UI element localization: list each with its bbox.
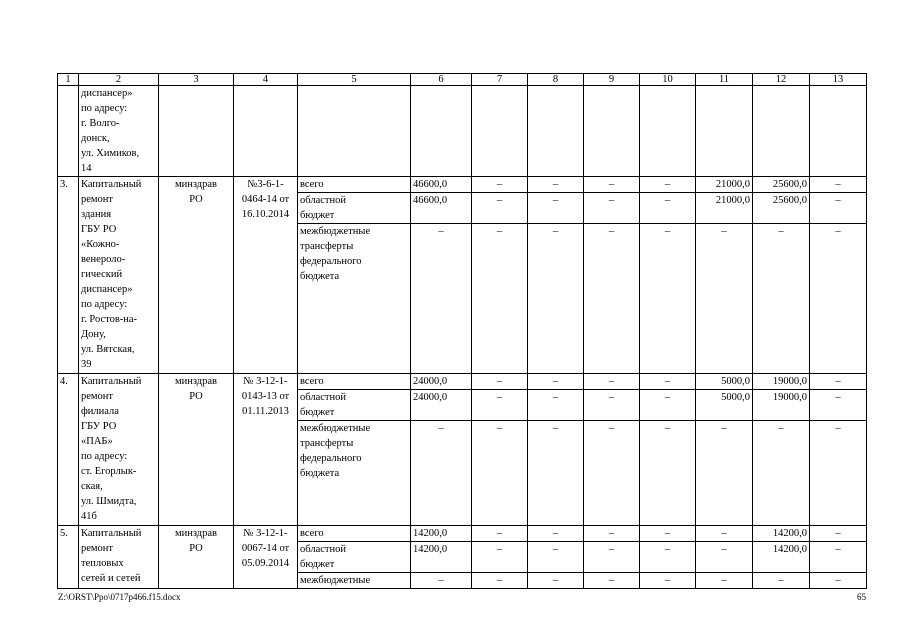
amount-cell: –: [472, 421, 528, 526]
document-cell: № 3-12-1- 0143-13 от 01.11.2013: [234, 374, 298, 526]
amount-cell: 14200,0: [753, 526, 810, 542]
amount-cell: 19000,0: [753, 374, 810, 390]
funding-source-label: областной бюджет: [298, 390, 411, 421]
amount-cell: 14200,0: [411, 542, 472, 573]
amount-cell: –: [753, 224, 810, 374]
empty-cell: [58, 86, 79, 177]
amount-cell: –: [411, 224, 472, 374]
empty-cell: [411, 86, 472, 177]
amount-cell: –: [528, 421, 584, 526]
amount-cell: –: [810, 542, 867, 573]
amount-cell: –: [640, 390, 696, 421]
amount-cell: 25600,0: [753, 193, 810, 224]
funding-source-label: всего: [298, 526, 411, 542]
amount-cell: –: [696, 224, 753, 374]
amount-cell: 24000,0: [411, 374, 472, 390]
amount-cell: –: [528, 177, 584, 193]
empty-cell: [234, 86, 298, 177]
amount-cell: –: [472, 374, 528, 390]
funding-subrow: [58, 177, 867, 193]
amount-cell: –: [584, 390, 640, 421]
amount-cell: 21000,0: [696, 193, 753, 224]
column-number: 3: [159, 74, 234, 86]
continued-row: [58, 86, 867, 177]
amount-cell: –: [472, 193, 528, 224]
amount-cell: –: [584, 177, 640, 193]
column-number: 9: [584, 74, 640, 86]
empty-cell: [298, 86, 411, 177]
amount-cell: –: [810, 573, 867, 589]
amount-cell: –: [584, 573, 640, 589]
amount-cell: –: [528, 573, 584, 589]
amount-cell: –: [584, 224, 640, 374]
amount-cell: –: [696, 421, 753, 526]
amount-cell: –: [753, 421, 810, 526]
organization-cell: минздрав РО: [159, 177, 234, 374]
funding-source-label: всего: [298, 374, 411, 390]
column-number-row: [58, 74, 867, 86]
amount-cell: –: [810, 193, 867, 224]
amount-cell: 5000,0: [696, 374, 753, 390]
column-number: 11: [696, 74, 753, 86]
funding-source-label: всего: [298, 177, 411, 193]
amount-cell: –: [696, 573, 753, 589]
amount-cell: –: [810, 374, 867, 390]
empty-cell: [640, 86, 696, 177]
amount-cell: 25600,0: [753, 177, 810, 193]
object-name-cell: диспансер» по адресу: г. Волго- донск, ул. Химиков, 14: [79, 86, 159, 177]
amount-cell: –: [640, 542, 696, 573]
column-number: 13: [810, 74, 867, 86]
column-number: 1: [58, 74, 79, 86]
empty-cell: [472, 86, 528, 177]
row-number: 5.: [58, 526, 79, 589]
amount-cell: 24000,0: [411, 390, 472, 421]
amount-cell: –: [810, 224, 867, 374]
funding-source-label: областной бюджет: [298, 542, 411, 573]
amount-cell: –: [810, 390, 867, 421]
amount-cell: –: [528, 526, 584, 542]
amount-cell: –: [640, 573, 696, 589]
amount-cell: –: [584, 526, 640, 542]
amount-cell: –: [528, 193, 584, 224]
amount-cell: –: [810, 421, 867, 526]
amount-cell: –: [472, 573, 528, 589]
funding-source-label: межбюджетные трансферты федерального бюджета: [298, 421, 411, 526]
empty-cell: [584, 86, 640, 177]
amount-cell: –: [640, 421, 696, 526]
amount-cell: –: [640, 374, 696, 390]
column-number: 2: [79, 74, 159, 86]
amount-cell: –: [640, 526, 696, 542]
amount-cell: 21000,0: [696, 177, 753, 193]
amount-cell: 14200,0: [753, 542, 810, 573]
row-number: 4.: [58, 374, 79, 526]
empty-cell: [753, 86, 810, 177]
funding-source-label: межбюджетные: [298, 573, 411, 589]
column-number: 4: [234, 74, 298, 86]
amount-cell: –: [584, 421, 640, 526]
amount-cell: –: [584, 542, 640, 573]
amount-cell: –: [528, 542, 584, 573]
amount-cell: –: [584, 374, 640, 390]
footer-file-path: Z:\ORST\Ppo\0717p466.f15.docx: [58, 592, 181, 602]
funding-subrow: [58, 374, 867, 390]
amount-cell: –: [753, 573, 810, 589]
funding-source-label: областной бюджет: [298, 193, 411, 224]
document-cell: №3-6-1- 0464-14 от 16.10.2014: [234, 177, 298, 374]
amount-cell: –: [472, 177, 528, 193]
amount-cell: 19000,0: [753, 390, 810, 421]
amount-cell: –: [472, 224, 528, 374]
amount-cell: –: [411, 421, 472, 526]
object-name-cell: Капитальный ремонт здания ГБУ РО «Кожно- венероло- гический диспансер» по адресу: г. Ростов-на- Дону, ул. Вятская, 39: [79, 177, 159, 374]
column-number: 7: [472, 74, 528, 86]
organization-cell: минздрав РО: [159, 526, 234, 589]
amount-cell: –: [584, 193, 640, 224]
organization-cell: минздрав РО: [159, 374, 234, 526]
funding-source-label: межбюджетные трансферты федерального бюджета: [298, 224, 411, 374]
amount-cell: –: [696, 526, 753, 542]
object-name-cell: Капитальный ремонт филиала ГБУ РО «ПАБ» по адресу: ст. Егорлык- ская, ул. Шмидта, 41б: [79, 374, 159, 526]
amount-cell: –: [640, 224, 696, 374]
amount-cell: –: [640, 193, 696, 224]
empty-cell: [528, 86, 584, 177]
amount-cell: 46600,0: [411, 177, 472, 193]
column-number: 10: [640, 74, 696, 86]
amount-cell: –: [528, 224, 584, 374]
amount-cell: –: [528, 374, 584, 390]
amount-cell: –: [640, 177, 696, 193]
page-number: 65: [857, 592, 866, 602]
empty-cell: [159, 86, 234, 177]
column-number: 6: [411, 74, 472, 86]
amount-cell: –: [810, 526, 867, 542]
object-name-cell: Капитальный ремонт тепловых сетей и сетей: [79, 526, 159, 589]
row-number: 3.: [58, 177, 79, 374]
amount-cell: –: [528, 390, 584, 421]
column-number: 8: [528, 74, 584, 86]
column-number: 12: [753, 74, 810, 86]
amount-cell: 46600,0: [411, 193, 472, 224]
empty-cell: [810, 86, 867, 177]
document-cell: № 3-12-1- 0067-14 от 05.09.2014: [234, 526, 298, 589]
amount-cell: 14200,0: [411, 526, 472, 542]
funding-subrow: [58, 526, 867, 542]
amount-cell: –: [696, 542, 753, 573]
budget-table: [57, 73, 867, 589]
amount-cell: –: [810, 177, 867, 193]
column-number: 5: [298, 74, 411, 86]
amount-cell: 5000,0: [696, 390, 753, 421]
amount-cell: –: [472, 390, 528, 421]
amount-cell: –: [472, 526, 528, 542]
empty-cell: [696, 86, 753, 177]
amount-cell: –: [411, 573, 472, 589]
amount-cell: –: [472, 542, 528, 573]
